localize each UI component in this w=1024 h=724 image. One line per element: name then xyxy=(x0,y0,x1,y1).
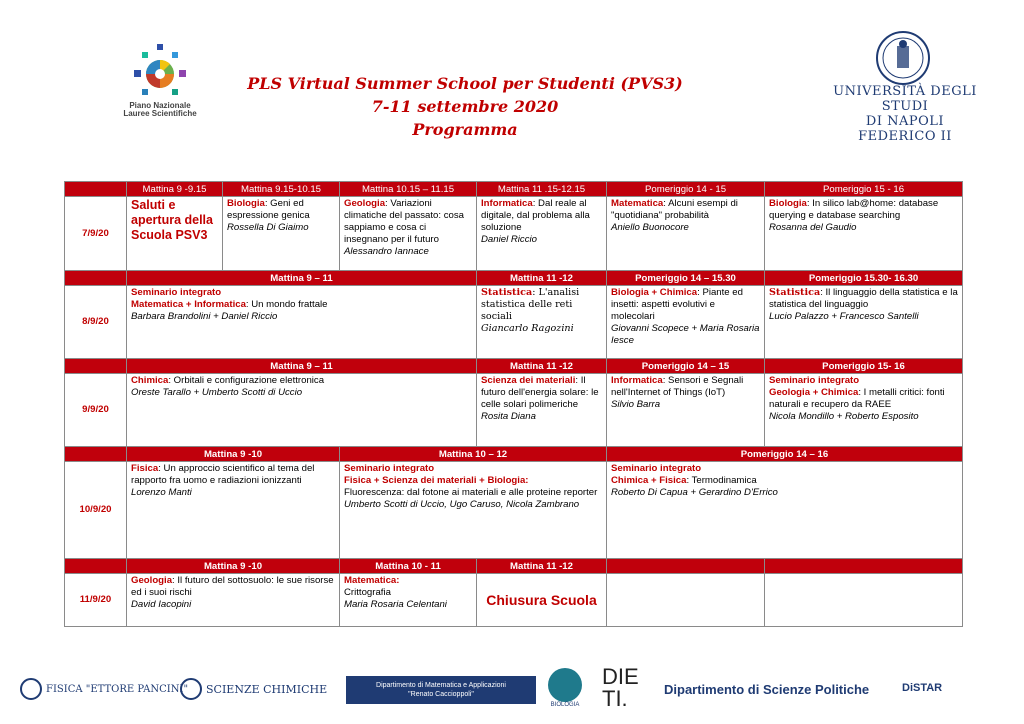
session-title: : L'analisi statistica delle reti sociali xyxy=(481,287,580,322)
date-cell: 9/9/20 xyxy=(65,374,127,447)
day3-header-row xyxy=(65,359,963,374)
session-title: : I metalli critici: fonti naturali e recupero da RAEE xyxy=(769,387,945,410)
logo-politiche xyxy=(664,682,869,697)
schedule-table xyxy=(64,181,963,627)
slot-header: Mattina 9.15-10.15 xyxy=(223,182,340,197)
unina-line1: UNIVERSITÀ DEGLI STUDI xyxy=(833,84,977,114)
session-title: : Variazioni climatiche del passato: cosa sappiamo e cosa ci insegnano per il futuro xyxy=(344,198,464,245)
subject-label: Informatica xyxy=(481,198,533,209)
session-cell xyxy=(607,374,765,447)
subject-label: Biologia xyxy=(769,198,807,209)
session-title: : Un mondo frattale xyxy=(245,299,328,310)
day2-row xyxy=(65,286,963,359)
logo-distar xyxy=(902,682,942,694)
session-title: : In silico lab@home: database querying e database searching xyxy=(769,198,939,221)
session-cell xyxy=(607,286,765,359)
subject-label: Statistica xyxy=(769,287,821,298)
speaker-name: Silvio Barra xyxy=(611,399,661,410)
day1-header-row xyxy=(65,182,963,197)
session-cell xyxy=(127,197,223,271)
slot-header: Pomeriggio 15- 16 xyxy=(765,359,963,374)
date-cell: 8/9/20 xyxy=(65,286,127,359)
politiche-text: Dipartimento di Scienze Politiche xyxy=(664,682,870,697)
speaker-name: Barbara Brandolini + Daniel Riccio xyxy=(131,311,278,322)
date-cell: 10/9/20 xyxy=(65,462,127,559)
title-line3: Programma xyxy=(412,120,518,139)
slot-header: Mattina 9 -10 xyxy=(127,559,340,574)
slot-header: Mattina 10 - 11 xyxy=(340,559,477,574)
closing-text: Chiusura Scuola xyxy=(486,592,597,608)
speaker-name: Aniello Buonocore xyxy=(611,222,689,233)
speaker-name: Giancarlo Ragozini xyxy=(481,323,574,334)
logo-matematica xyxy=(346,676,536,704)
speaker-name: Rosita Diana xyxy=(481,411,536,422)
slot-header: Mattina 11 -12 xyxy=(477,559,607,574)
session-title: : Il futuro dell'energia solare: le celle solari polimeriche xyxy=(481,375,599,410)
session-title: : Piante ed insetti: aspetti evolutivi e molecolari xyxy=(611,287,743,322)
chimiche-text: SCIENZE CHIMICHE xyxy=(206,682,328,696)
slot-header: Mattina 9 -10 xyxy=(127,447,340,462)
day5-row xyxy=(65,574,963,627)
session-cell xyxy=(607,197,765,271)
session-cell xyxy=(223,197,340,271)
header-blank xyxy=(65,559,127,574)
session-cell xyxy=(127,462,340,559)
unina-line2: DI NAPOLI FEDERICO II xyxy=(858,114,952,144)
subject-label: Matematica: xyxy=(344,575,400,586)
speaker-name: Maria Rosaria Celentani xyxy=(344,599,447,610)
matematica-line2: "Renato Caccioppoli" xyxy=(408,691,474,698)
day3-row xyxy=(65,374,963,447)
slot-header: Pomeriggio 15.30- 16.30 xyxy=(765,271,963,286)
speaker-name: David Iacopini xyxy=(131,599,192,610)
session-title: : Il futuro del sottosuolo: le sue risorse ed i suoi rischi xyxy=(131,575,334,598)
header-blank xyxy=(65,182,127,197)
session-cell xyxy=(127,574,340,627)
slot-header: Mattina 11 -12 xyxy=(477,359,607,374)
speaker-name: Roberto Di Capua + Gerardino D'Errico xyxy=(611,487,778,498)
seminar-label: Seminario integrato xyxy=(611,463,702,474)
subject-label: Chimica + Fisica xyxy=(611,475,687,486)
dieti-line1: DIE xyxy=(602,664,639,689)
title-line1: PLS Virtual Summer School per Studenti (PVS3) xyxy=(247,74,683,93)
subject-label: Fisica xyxy=(131,463,159,474)
seminar-label: Seminario integrato xyxy=(131,287,222,298)
empty-cell xyxy=(607,574,765,627)
day1-row xyxy=(65,197,963,271)
page-title xyxy=(230,72,700,141)
subject-label: Biologia + Chimica xyxy=(611,287,698,298)
slot-header: Mattina 10.15 – 11.15 xyxy=(340,182,477,197)
session-title: Crittografia xyxy=(344,587,391,598)
speaker-name: Nicola Mondillo + Roberto Esposito xyxy=(769,411,919,422)
session-cell xyxy=(340,197,477,271)
session-title: : Orbitali e configurazione elettronica xyxy=(168,375,325,386)
date-cell: 7/9/20 xyxy=(65,197,127,271)
subject-label: Geologia xyxy=(131,575,173,586)
speaker-name: Alessandro Iannace xyxy=(344,246,429,257)
day4-row xyxy=(65,462,963,559)
dieti-line2: TI. xyxy=(602,686,628,711)
session-title: : Geni ed espressione genica xyxy=(227,198,310,221)
date-cell: 11/9/20 xyxy=(65,574,127,627)
session-title: : Sensori e Segnali nell'Internet of Things (IoT) xyxy=(611,375,744,398)
subject-label: Geologia xyxy=(344,198,386,209)
speaker-name: Rosanna del Gaudio xyxy=(769,222,857,233)
slot-header: Pomeriggio 14 - 15 xyxy=(607,182,765,197)
footer-logos xyxy=(0,660,1024,724)
header-blank xyxy=(765,559,963,574)
pls-caption-line2: Lauree Scientifiche xyxy=(123,109,197,118)
subject-label: Fisica + Scienza dei materiali + Biologia: xyxy=(344,475,529,486)
page-header xyxy=(0,0,1024,180)
session-title: : Un approccio scientifico al tema del rapporto fra uomo e radiazioni ionizzanti xyxy=(131,463,315,486)
biologia-text: BIOLOGIA xyxy=(550,702,580,708)
seminar-label: Seminario integrato xyxy=(769,375,860,386)
speaker-name: Lorenzo Manti xyxy=(131,487,192,498)
subject-label: Statistica xyxy=(481,287,533,298)
logo-chimiche xyxy=(180,678,327,700)
chimiche-seal-icon xyxy=(180,678,202,700)
session-cell xyxy=(477,197,607,271)
speaker-name: Lucio Palazzo + Francesco Santelli xyxy=(769,311,919,322)
matematica-line1: Dipartimento di Matematica e Applicazioni xyxy=(376,682,506,689)
day2-header-row xyxy=(65,271,963,286)
seminar-label: Seminario integrato xyxy=(344,463,435,474)
subject-label: Matematica xyxy=(611,198,664,209)
fisica-text: FISICA "ETTORE PANCINI" xyxy=(46,683,189,695)
subject-label: Biologia xyxy=(227,198,265,209)
session-cell xyxy=(765,197,963,271)
subject-label: Geologia + Chimica xyxy=(769,387,859,398)
session-cell xyxy=(127,374,477,447)
logo-dieti xyxy=(602,666,639,710)
opening-text: Saluti e apertura della Scuola PSV3 xyxy=(131,198,213,242)
slot-header: Mattina 9 – 11 xyxy=(127,359,477,374)
session-title: : Alcuni esempi di "quotidiana" probabilità xyxy=(611,198,738,221)
slot-header: Mattina 10 – 12 xyxy=(340,447,607,462)
slot-header: Pomeriggio 15 - 16 xyxy=(765,182,963,197)
empty-cell xyxy=(765,574,963,627)
unina-seal-icon xyxy=(875,30,931,86)
subject-label: Chimica xyxy=(131,375,169,386)
session-cell xyxy=(477,374,607,447)
header-blank xyxy=(65,447,127,462)
slot-header: Mattina 11 -12 xyxy=(477,271,607,286)
session-cell xyxy=(127,286,477,359)
session-cell xyxy=(765,286,963,359)
subject-label: Matematica + Informatica xyxy=(131,299,246,310)
biologia-icon xyxy=(548,668,582,702)
subject-label: Informatica xyxy=(611,375,663,386)
fisica-seal-icon xyxy=(20,678,42,700)
day5-header-row xyxy=(65,559,963,574)
title-line2: 7-11 settembre 2020 xyxy=(371,97,559,116)
session-cell xyxy=(340,574,477,627)
speaker-name: Giovanni Scopece + Maria Rosaria Iesce xyxy=(611,323,760,346)
slot-header: Pomeriggio 14 – 15 xyxy=(607,359,765,374)
header-blank xyxy=(607,559,765,574)
session-cell xyxy=(340,462,607,559)
session-title: : Dal reale al digitale, dal problema alla soluzione xyxy=(481,198,590,233)
distar-text: DiSTAR xyxy=(902,682,943,694)
session-cell xyxy=(607,462,963,559)
session-cell xyxy=(765,374,963,447)
session-title: : Termodinamica xyxy=(686,475,757,486)
header-blank xyxy=(65,271,127,286)
slot-header: Mattina 9 -9.15 xyxy=(127,182,223,197)
session-cell xyxy=(477,574,607,627)
speaker-name: Oreste Tarallo + Umberto Scotti di Uccio xyxy=(131,387,303,398)
logo-fisica xyxy=(20,678,188,700)
pls-caption-line1: Piano Nazionale xyxy=(129,101,191,110)
speaker-name: Daniel Riccio xyxy=(481,234,537,245)
slot-header: Pomeriggio 14 – 16 xyxy=(607,447,963,462)
day4-header-row xyxy=(65,447,963,462)
session-cell xyxy=(477,286,607,359)
slot-header: Mattina 11 .15-12.15 xyxy=(477,182,607,197)
unina-wordmark xyxy=(830,84,980,144)
pls-caption xyxy=(100,102,220,118)
session-title: Fluorescenza: dal fotone ai materiali e alle proteine reporter xyxy=(344,487,598,498)
subject-label: Scienza dei materiali xyxy=(481,375,576,386)
speaker-name: Umberto Scotti di Uccio, Ugo Caruso, Nicola Zambrano xyxy=(344,499,580,510)
speaker-name: Rossella Di Giaimo xyxy=(227,222,309,233)
header-blank xyxy=(65,359,127,374)
slot-header: Pomeriggio 14 – 15.30 xyxy=(607,271,765,286)
slot-header: Mattina 9 – 11 xyxy=(127,271,477,286)
session-title: : Il linguaggio della statistica e la statistica del linguaggio xyxy=(769,287,958,310)
logo-biologia xyxy=(548,668,582,708)
